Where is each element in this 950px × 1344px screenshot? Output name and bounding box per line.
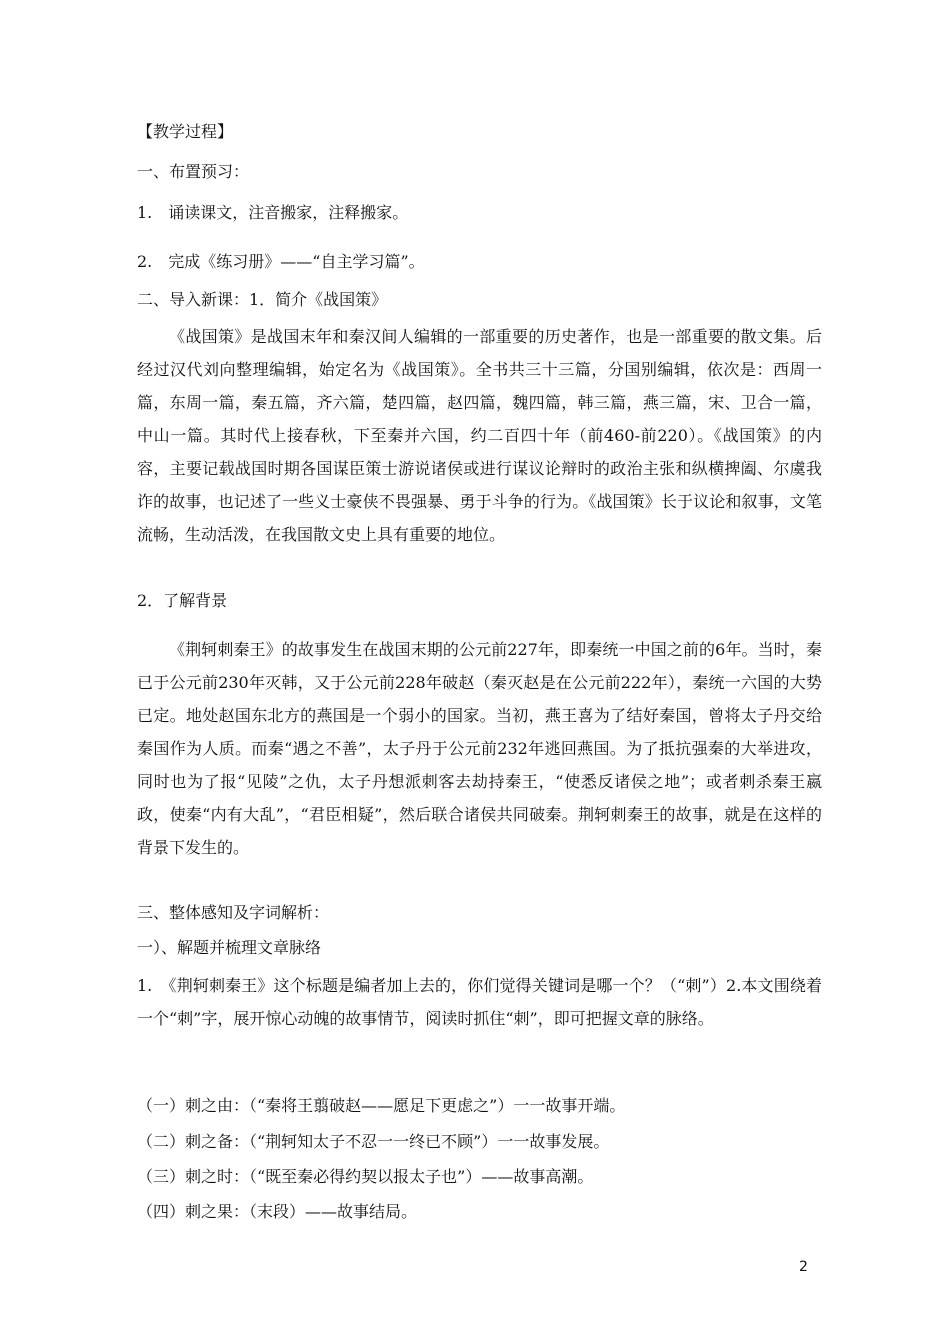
heading-intro: 二、导入新课：1．简介《战国策》 (137, 290, 388, 309)
paragraph-background: 《荆轲刺秦王》的故事发生在战国末期的公元前227年，即秦统一中国之前的6年。当时，秦已于公元前230年灭韩，又于公元前228年破赵（秦灭赵是在公元前222年），秦统一六国的大势已定。地处赵国东北方的燕国是一个弱小的国家。当初，燕王喜为了结好秦国，曾将太子丹交给秦国作为人质。而秦“遇之不善”，太子丹于公元前232年逃回燕国。为了抵抗强秦的大举进攻，同时也为了报“见陵”之仇，太子丹想派刺客去劫持秦王，“使悉反诸侯之地”；或者刺杀秦王嬴政，使秦“内有大乱”，“君臣相疑”，然后联合诸侯共同破秦。荆轲刺秦王的故事，就是在这样的背景下发生的。 (137, 640, 822, 857)
heading-preview: 一、布置预习： (137, 162, 250, 181)
paragraph-zhanguoce: 《战国策》是战国末年和秦汉间人编辑的一部重要的历史著作，也是一部重要的散文集。后经过汉代刘向整理编辑，始定名为《战国策》。全书共三十三篇，分国别编辑，依次是：西周一篇，东周一篇，秦五篇，齐六篇，楚四篇，赵四篇，魏四篇，韩三篇，燕三篇，宋、卫合一篇，中山一篇。其时代上接春秋，下至秦并六国，约二百四十年（前460-前220）。《战国策》的内容，主要记载战国时期各国谋臣策士游说诸侯或进行谋议论辩时的政治主张和纵横捭阖、尔虞我诈的故事，也记述了一些义士豪侠不畏强暴、勇于斗争的行为。《战国策》长于议论和叙事，文笔流畅，生动活泼，在我国散文史上具有重要的地位。 (137, 327, 822, 544)
section-title: 【教学过程】 (137, 122, 234, 141)
page-number: 2 (799, 1259, 808, 1275)
list-item: 1. 诵读课文，注音搬家，注释搬家。 (137, 203, 409, 222)
list-item: （一）刺之由：（“秦将王翦破赵——愿足下更虑之”）一一故事开端。 (137, 1096, 626, 1115)
subheading-title-analysis: 一）、解题并梳理文章脉络 (137, 938, 322, 957)
list-item: 2. 完成《练习册》——“自主学习篇”。 (137, 252, 425, 271)
list-item: （四）刺之果：（末段）——故事结局。 (137, 1202, 418, 1221)
list-item: （三）刺之时：（“既至秦必得约契以报太子也”）——故事高潮。 (137, 1167, 594, 1186)
subheading-background: 2．了解背景 (137, 591, 228, 610)
list-item: （二）刺之备：（“荆轲知太子不忍一一终已不顾”）一一故事发展。 (137, 1132, 610, 1151)
paragraph-analysis: 1. 《荆轲刺秦王》这个标题是编者加上去的，你们觉得关键词是哪一个？（“刺”）2.本文围绕着一个“刺”字，展开惊心动魄的故事情节，阅读时抓住“刺”，即可把握文章的脉络。 (137, 976, 822, 1028)
heading-overview: 三、整体感知及字词解析： (137, 903, 330, 922)
